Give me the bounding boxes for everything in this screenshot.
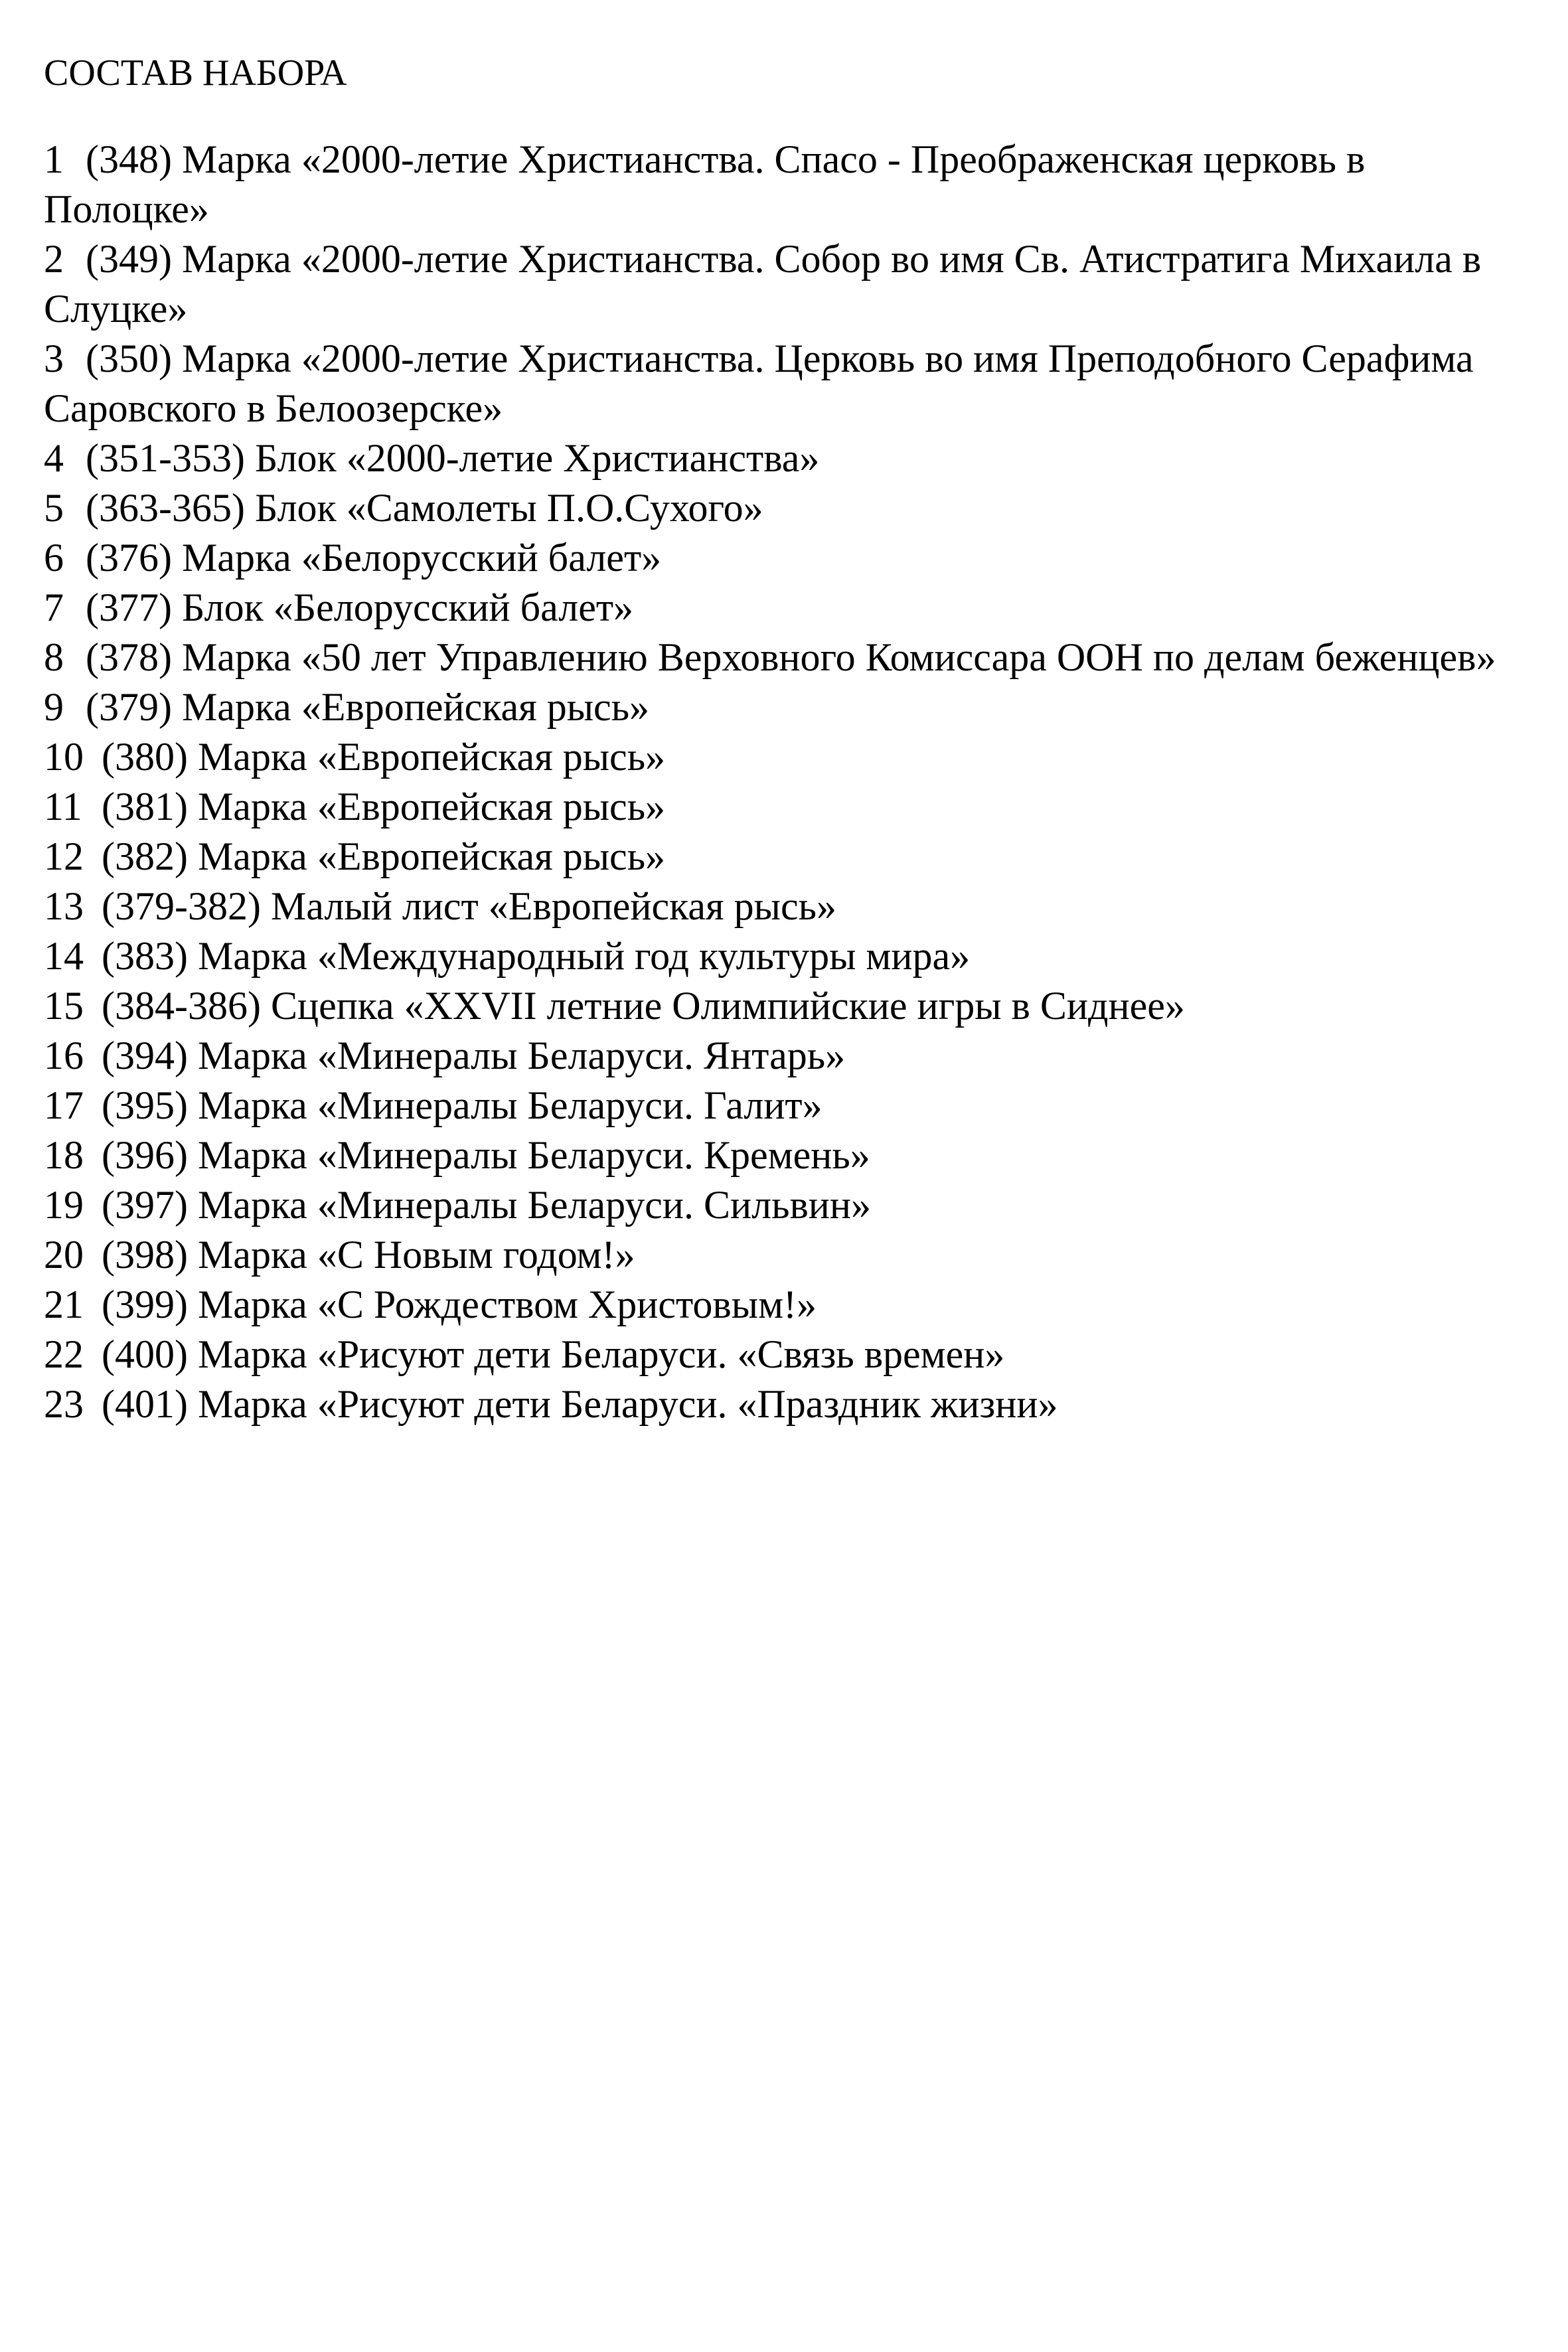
item-text: (351-353) Блок «2000-летие Христианства» (86, 436, 820, 480)
item-number: 14 (44, 934, 84, 978)
list-item (44, 1330, 1504, 1379)
list-item (44, 882, 1504, 931)
item-text: (380) Марка «Европейская рысь» (102, 735, 666, 779)
item-number: 13 (44, 884, 84, 928)
item-text: (381) Марка «Европейская рысь» (102, 785, 666, 828)
item-text: (384-386) Сцепка «XXVII летние Олимпийские игры в Сиднее» (102, 984, 1185, 1028)
item-number: 4 (44, 436, 64, 480)
list-item (44, 1280, 1504, 1330)
list-item (44, 1379, 1504, 1429)
item-number: 20 (44, 1233, 84, 1277)
item-number: 7 (44, 586, 64, 629)
item-number: 8 (44, 635, 64, 679)
item-text: (377) Блок «Белорусский балет» (86, 586, 634, 629)
list-item (44, 533, 1504, 583)
list-item (44, 1131, 1504, 1180)
item-text: (379) Марка «Европейская рысь» (86, 685, 650, 729)
item-text: (382) Марка «Европейская рысь» (102, 834, 666, 878)
list-item (44, 135, 1504, 234)
item-number: 9 (44, 685, 64, 729)
item-number: 2 (44, 237, 64, 281)
list-item (44, 583, 1504, 633)
item-text: (400) Марка «Рисуют дети Беларуси. «Связь времен» (102, 1332, 1005, 1376)
item-text: (378) Марка «50 лет Управлению Верховного Комиссара ООН по делам беженцев» (86, 635, 1496, 679)
list-item (44, 832, 1504, 882)
item-number: 21 (44, 1283, 84, 1326)
item-number: 12 (44, 834, 84, 878)
list-item (44, 633, 1504, 682)
document-title: СОСТАВ НАБОРА (44, 52, 347, 94)
list-item (44, 732, 1504, 782)
list-item (44, 334, 1504, 433)
item-text: (376) Марка «Белорусский балет» (86, 536, 662, 580)
item-text: (401) Марка «Рисуют дети Беларуси. «Праздник жизни» (102, 1382, 1058, 1426)
item-number: 10 (44, 735, 84, 779)
item-text: (397) Марка «Минералы Беларуси. Сильвин» (102, 1183, 872, 1227)
list-item (44, 782, 1504, 832)
list-item (44, 1081, 1504, 1131)
item-text: (349) Марка «2000-летие Христианства. Собор во имя Св. Атистратига Михаила в Слуцке» (44, 237, 1482, 331)
contents-list (44, 135, 1504, 1429)
item-number: 5 (44, 486, 64, 530)
list-item (44, 234, 1504, 334)
item-number: 22 (44, 1332, 84, 1376)
item-number: 18 (44, 1133, 84, 1177)
item-number: 3 (44, 337, 64, 380)
item-text: (394) Марка «Минералы Беларуси. Янтарь» (102, 1034, 846, 1077)
item-text: (395) Марка «Минералы Беларуси. Галит» (102, 1083, 823, 1127)
item-text: (383) Марка «Международный год культуры мира» (102, 934, 971, 978)
item-text: (379-382) Малый лист «Европейская рысь» (102, 884, 836, 928)
item-number: 16 (44, 1034, 84, 1077)
list-item (44, 1230, 1504, 1280)
item-number: 1 (44, 137, 64, 181)
list-item (44, 1180, 1504, 1230)
item-text: (348) Марка «2000-летие Христианства. Спасо - Преображенская церковь в Полоцке» (44, 137, 1366, 231)
item-number: 17 (44, 1083, 84, 1127)
item-text: (363-365) Блок «Самолеты П.О.Сухого» (86, 486, 763, 530)
item-number: 6 (44, 536, 64, 580)
item-text: (399) Марка «С Рождеством Христовым!» (102, 1283, 817, 1326)
list-item (44, 931, 1504, 981)
item-number: 11 (44, 785, 82, 828)
item-number: 15 (44, 984, 84, 1028)
item-number: 19 (44, 1183, 84, 1227)
item-number: 23 (44, 1382, 84, 1426)
list-item (44, 1031, 1504, 1081)
item-text: (396) Марка «Минералы Беларуси. Кремень» (102, 1133, 870, 1177)
list-item (44, 682, 1504, 732)
list-item (44, 433, 1504, 483)
item-text: (398) Марка «С Новым годом!» (102, 1233, 635, 1277)
list-item (44, 483, 1504, 533)
list-item (44, 981, 1504, 1031)
item-text: (350) Марка «2000-летие Христианства. Церковь во имя Преподобного Серафима Саровского в Белоозерске» (44, 337, 1474, 430)
